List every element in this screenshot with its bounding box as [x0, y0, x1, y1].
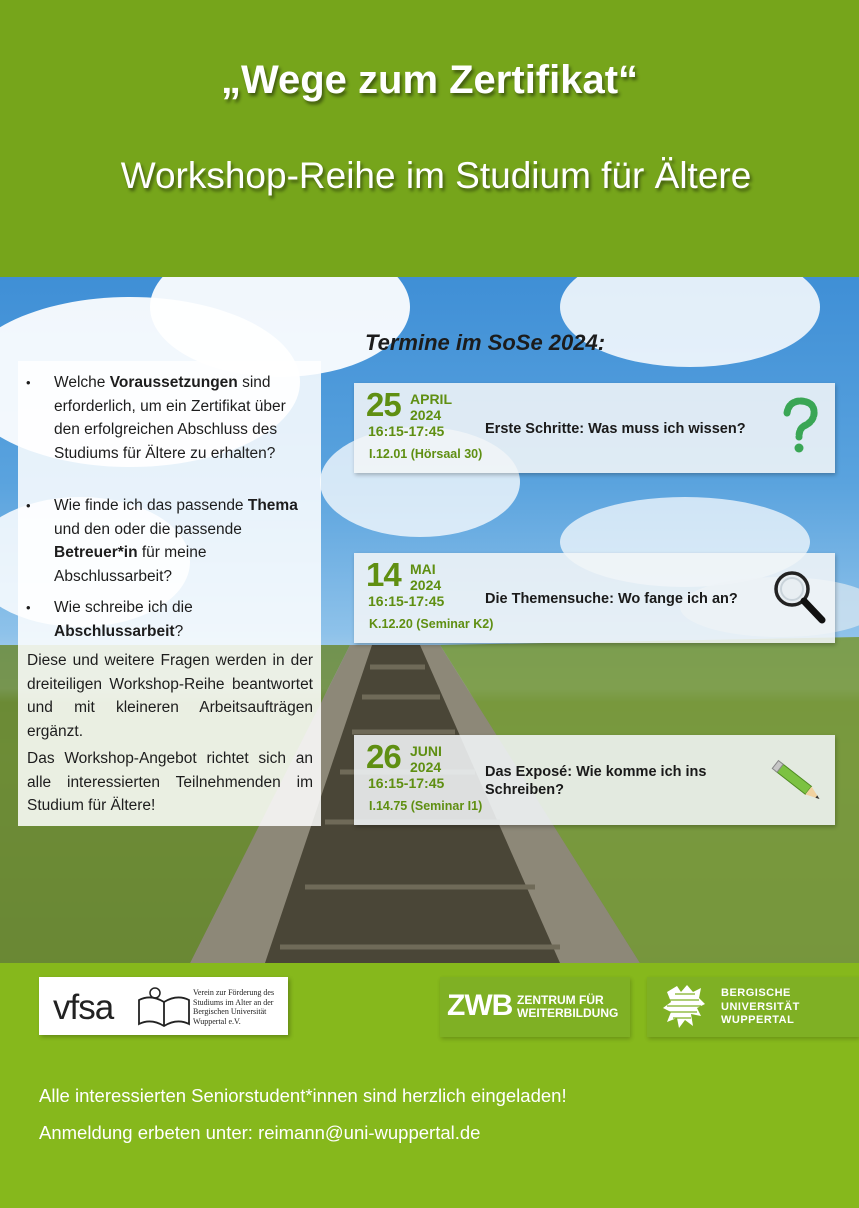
- event-day: 14: [366, 556, 401, 593]
- event-card-1: [354, 383, 835, 473]
- event-title: Das Exposé: Wie komme ich ins Schreiben?: [485, 764, 707, 798]
- book-icon: [135, 986, 193, 1028]
- footer: [0, 963, 859, 1208]
- header-banner: [0, 0, 859, 277]
- event-month: MAI: [410, 561, 436, 577]
- event-room: I.12.01 (Hörsaal 30): [369, 447, 483, 461]
- event-month: APRIL: [410, 391, 452, 407]
- question-3: Wie schreibe ich die Abschlussarbeit?: [54, 599, 193, 640]
- event-month: JUNI: [410, 743, 442, 759]
- lion-crest-icon: [657, 980, 711, 1034]
- event-room: I.14.75 (Seminar I1): [369, 799, 483, 813]
- invitation-text: Alle interessierten Seniorstudent*innen sind herzlich eingeladen!: [39, 1085, 567, 1106]
- flyer-subtitle: Workshop-Reihe im Studium für Ältere: [120, 155, 752, 196]
- info-paragraph-1: Diese und weitere Fragen werden in der dreiteiligen Workshop-Reihe beantwortet und mit kleineren Arbeitsaufträgen ergänzt.: [27, 652, 313, 740]
- event-year: 2024: [410, 407, 442, 423]
- event-day: 25: [366, 386, 401, 423]
- question-mark-icon: [769, 395, 829, 455]
- zwb-name: ZENTRUM FÜR WEITERBILDUNG: [517, 993, 619, 1020]
- flyer-title: „Wege zum Zertifikat“: [220, 58, 639, 102]
- info-paragraph-2: Das Workshop-Angebot richtet sich an alle interessierten Teilnehmenden im Studium für Ältere!: [27, 750, 313, 814]
- question-2: Wie finde ich das passende Thema und den oder die passende Betreuer*in für meine Abschlussarbeit?: [54, 497, 298, 585]
- info-box: • Welche Voraussetzungen sind erforderlich, um ein Zertifikat über den erfolgreichen Abschluss des Studiums für Ältere zu erhalten? • Wie finde ich das passende Thema und den oder die passende Betreuer*in für meine Abschlussarbeit? • Wie schreibe ich die Abschlussarbeit? Diese und weitere Fragen werden in der dreiteiligen Workshop-Reihe beantwortet und mit kleineren Arbeitsaufträgen ergänzt. Das Workshop-Angebot richtet sich an alle interessierten Teilnehmenden im Studium für Ältere!: [18, 361, 321, 826]
- event-room: K.12.20 (Seminar K2): [369, 617, 494, 631]
- magnifier-icon: [769, 567, 829, 627]
- event-card-3: [354, 735, 835, 825]
- event-year: 2024: [410, 577, 442, 593]
- event-day: 26: [366, 738, 401, 775]
- event-time: 16:15-17:45: [368, 423, 445, 439]
- event-year: 2024: [410, 759, 442, 775]
- vfsa-logo: [39, 977, 288, 1035]
- university-logo: [647, 977, 859, 1037]
- zwb-logo: [440, 977, 630, 1037]
- event-time: 16:15-17:45: [368, 593, 445, 609]
- event-card-2: [354, 553, 835, 643]
- registration-contact: Anmeldung erbeten unter: reimann@uni-wuppertal.de: [39, 1122, 481, 1143]
- university-name: BERGISCHE UNIVERSITÄT WUPPERTAL: [721, 987, 800, 1026]
- vfsa-wordmark: vfsa: [53, 988, 114, 1027]
- question-1: Welche Voraussetzungen sind erforderlich, um ein Zertifikat über den erfolgreichen Abschluss des Studiums für Ältere zu erhalten?: [54, 374, 286, 462]
- event-title: Die Themensuche: Wo fange ich an?: [485, 591, 738, 607]
- termine-heading: Termine im SoSe 2024:: [365, 330, 606, 355]
- zwb-wordmark: ZWB: [447, 989, 513, 1022]
- event-time: 16:15-17:45: [368, 775, 445, 791]
- event-title: Erste Schritte: Was muss ich wissen?: [485, 421, 746, 437]
- vfsa-description: Verein zur Förderung des Studiums im Alter an der Bergischen Universität Wuppertal e.V.: [193, 988, 275, 1026]
- pencil-icon: [769, 753, 829, 813]
